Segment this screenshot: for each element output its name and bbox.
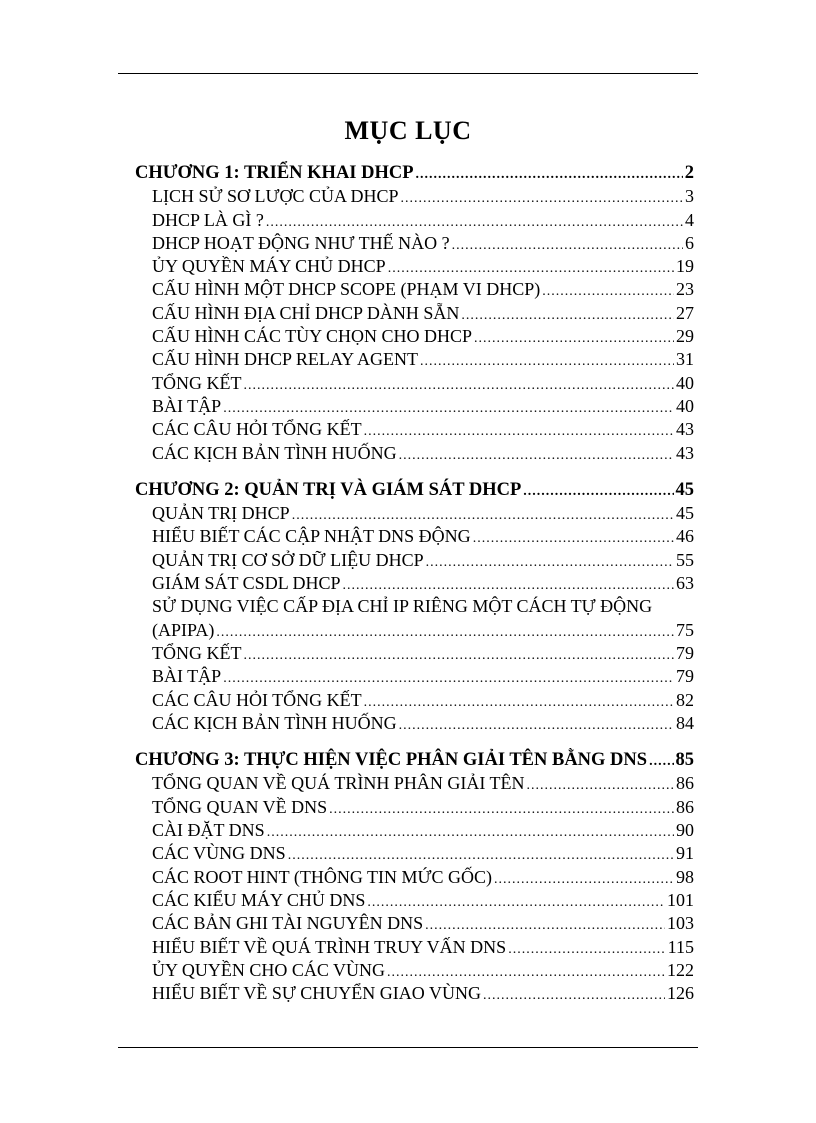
page-number: 84 <box>676 712 694 733</box>
page-number: 101 <box>667 889 694 910</box>
dot-leader <box>474 331 674 347</box>
page-number: 75 <box>676 619 694 640</box>
page-number: 126 <box>667 983 694 1004</box>
toc-entry[interactable] <box>135 256 694 279</box>
toc-chapter-link[interactable] <box>135 480 694 503</box>
entry-title: TỔNG KẾT <box>152 372 242 393</box>
toc-entry[interactable] <box>135 713 694 736</box>
dot-leader <box>388 261 674 277</box>
dot-leader <box>329 802 674 818</box>
entry-title: TỔNG QUAN VỀ QUÁ TRÌNH PHÂN GIẢI TÊN <box>152 773 525 794</box>
page-number: 86 <box>676 796 694 817</box>
dot-leader <box>400 191 683 207</box>
entry-title: CÀI ĐẶT DNS <box>152 820 265 841</box>
dot-leader <box>223 671 674 687</box>
entry-title: LỊCH SỬ SƠ LƯỢC CỦA DHCP <box>152 186 399 207</box>
toc-entry[interactable] <box>135 233 694 256</box>
toc-entry[interactable] <box>135 890 694 913</box>
toc-entry[interactable] <box>135 373 694 396</box>
dot-leader <box>399 718 674 734</box>
dot-leader <box>216 625 674 641</box>
dot-leader <box>266 215 683 231</box>
entry-title: HIỂU BIẾT CÁC CẬP NHẬT DNS ĐỘNG <box>152 526 471 547</box>
entry-title: ỦY QUYỀN CHO CÁC VÙNG <box>152 959 386 980</box>
entry-title: CÁC CÂU HỎI TỔNG KẾT <box>152 689 362 710</box>
page-number: 3 <box>685 186 694 207</box>
entry-title: TỔNG KẾT <box>152 642 242 663</box>
page-number: 40 <box>676 395 694 416</box>
entry-title: CÁC KIỂU MÁY CHỦ DNS <box>152 889 366 910</box>
page-number: 115 <box>667 936 694 957</box>
page-number: 79 <box>676 666 694 687</box>
toc-entry[interactable] <box>135 820 694 843</box>
entry-title: SỬ DỤNG VIỆC CẤP ĐỊA CHỈ IP RIÊNG MỘT CÁCH TỰ ĐỘNG <box>152 596 653 617</box>
entry-title: DHCP LÀ GÌ ? <box>152 209 264 230</box>
toc-entry[interactable] <box>135 960 694 983</box>
dot-leader <box>523 484 673 500</box>
toc-entry[interactable] <box>135 773 694 796</box>
dot-leader <box>399 448 674 464</box>
page-number: 91 <box>676 843 694 864</box>
entry-title: CẤU HÌNH DHCP RELAY AGENT <box>152 349 419 370</box>
chapter-title: CHƯƠNG 1: TRIỂN KHAI DHCP <box>135 163 414 183</box>
dot-leader <box>387 965 665 981</box>
dot-leader <box>292 508 674 524</box>
dot-leader <box>364 424 674 440</box>
toc-entry[interactable] <box>135 690 694 713</box>
page-number: 90 <box>676 820 694 841</box>
chapter-2 <box>135 480 694 736</box>
page-number: 46 <box>676 526 694 547</box>
page-number: 103 <box>667 913 694 934</box>
dot-leader <box>367 895 665 911</box>
dot-leader <box>483 988 665 1004</box>
toc-chapter-link[interactable] <box>135 750 694 773</box>
entry-title: CẤU HÌNH MỘT DHCP SCOPE (PHẠM VI DHCP) <box>152 279 541 300</box>
toc-chapter-link[interactable] <box>135 163 694 186</box>
page-number: 27 <box>676 302 694 323</box>
toc-entry[interactable] <box>135 419 694 442</box>
dot-leader <box>343 578 674 594</box>
entry-title: ỦY QUYỀN MÁY CHỦ DHCP <box>152 256 386 277</box>
dot-leader <box>420 354 674 370</box>
page-number: 82 <box>676 689 694 710</box>
entry-title: QUẢN TRỊ DHCP <box>152 503 290 524</box>
entry-title: CẤU HÌNH ĐỊA CHỈ DHCP DÀNH SẴN <box>152 302 460 323</box>
toc-entry-wrapped[interactable] <box>135 596 694 619</box>
page-number: 98 <box>676 866 694 887</box>
toc-entry-continuation[interactable] <box>135 620 694 643</box>
page-number: 23 <box>676 279 694 300</box>
entry-title: DHCP HOẠT ĐỘNG NHƯ THẾ NÀO ? <box>152 232 450 253</box>
dot-leader <box>288 848 674 864</box>
toc-entry[interactable] <box>135 550 694 573</box>
entry-title: BÀI TẬP <box>152 395 222 416</box>
table-of-contents <box>135 163 694 1006</box>
toc-entry[interactable] <box>135 843 694 866</box>
dot-leader <box>473 531 674 547</box>
page-number: 122 <box>667 959 694 980</box>
page-number: 31 <box>676 349 694 370</box>
toc-entry[interactable] <box>135 349 694 372</box>
header-rule <box>118 73 698 74</box>
page-number: 2 <box>684 163 694 183</box>
dot-leader <box>223 401 674 417</box>
page-number: 86 <box>676 773 694 794</box>
toc-entry[interactable] <box>135 186 694 209</box>
toc-entry[interactable] <box>135 279 694 302</box>
page-number: 55 <box>676 549 694 570</box>
entry-title: TỔNG QUAN VỀ DNS <box>152 796 328 817</box>
toc-entry[interactable] <box>135 210 694 233</box>
entry-title: GIÁM SÁT CSDL DHCP <box>152 573 341 594</box>
entry-title: CÁC BẢN GHI TÀI NGUYÊN DNS <box>152 913 424 934</box>
entry-title: CÁC KỊCH BẢN TÌNH HUỐNG <box>152 442 397 463</box>
page-number: 19 <box>676 256 694 277</box>
entry-title: CẤU HÌNH CÁC TÙY CHỌN CHO DHCP <box>152 326 473 347</box>
entry-title: CÁC CÂU HỎI TỔNG KẾT <box>152 419 362 440</box>
entry-title: CÁC KỊCH BẢN TÌNH HUỐNG <box>152 712 397 733</box>
dot-leader <box>452 238 683 254</box>
page-number: 43 <box>676 442 694 463</box>
toc-entry[interactable] <box>135 443 694 466</box>
toc-entry[interactable] <box>135 326 694 349</box>
page-number: 4 <box>685 209 694 230</box>
dot-leader <box>494 872 674 888</box>
dot-leader <box>243 648 674 664</box>
chapter-3 <box>135 750 694 1006</box>
toc-entry[interactable] <box>135 526 694 549</box>
page-number: 45 <box>676 503 694 524</box>
page-number: 6 <box>685 232 694 253</box>
dot-leader <box>649 754 673 770</box>
entry-title: CÁC VÙNG DNS <box>152 843 286 864</box>
page-number: 63 <box>676 573 694 594</box>
dot-leader <box>461 308 674 324</box>
page-number: 29 <box>676 326 694 347</box>
dot-leader <box>542 284 674 300</box>
page-number: 85 <box>675 750 694 771</box>
chapter-title: CHƯƠNG 2: QUẢN TRỊ VÀ GIÁM SÁT DHCP <box>135 479 522 500</box>
dot-leader <box>526 778 674 794</box>
page-number: 45 <box>675 479 694 500</box>
dot-leader <box>243 378 674 394</box>
dot-leader <box>426 555 674 571</box>
toc-entry[interactable] <box>135 503 694 526</box>
page-number: 40 <box>676 372 694 393</box>
page-number: 43 <box>676 419 694 440</box>
toc-entry[interactable] <box>135 913 694 936</box>
toc-entry[interactable] <box>135 867 694 890</box>
dot-leader <box>425 918 665 934</box>
chapter-title: CHƯƠNG 3: THỰC HIỆN VIỆC PHÂN GIẢI TÊN BẰNG DNS <box>135 750 648 771</box>
entry-title: QUẢN TRỊ CƠ SỞ DỮ LIỆU DHCP <box>152 549 424 570</box>
dot-leader <box>416 167 683 183</box>
dot-leader <box>508 942 665 958</box>
toc-entry[interactable] <box>135 983 694 1006</box>
chapter-1 <box>135 163 694 466</box>
dot-leader <box>267 825 674 841</box>
footer-rule <box>118 1047 698 1048</box>
toc-entry[interactable] <box>135 797 694 820</box>
page-title: MỤC LỤC <box>344 116 472 145</box>
page-number: 79 <box>676 642 694 663</box>
toc-entry[interactable] <box>135 303 694 326</box>
toc-entry[interactable] <box>135 396 694 419</box>
entry-title-continued: (APIPA) <box>152 619 215 640</box>
toc-entry[interactable] <box>135 666 694 689</box>
entry-title: CÁC ROOT HINT (THÔNG TIN MỨC GỐC) <box>152 866 492 887</box>
toc-entry[interactable] <box>135 643 694 666</box>
dot-leader <box>364 695 674 711</box>
entry-title: HIỂU BIẾT VỀ SỰ CHUYỂN GIAO VÙNG <box>152 983 481 1004</box>
entry-title: HIỂU BIẾT VỀ QUÁ TRÌNH TRUY VẤN DNS <box>152 936 507 957</box>
toc-entry[interactable] <box>135 937 694 960</box>
entry-title: BÀI TẬP <box>152 666 222 687</box>
toc-entry[interactable] <box>135 573 694 596</box>
